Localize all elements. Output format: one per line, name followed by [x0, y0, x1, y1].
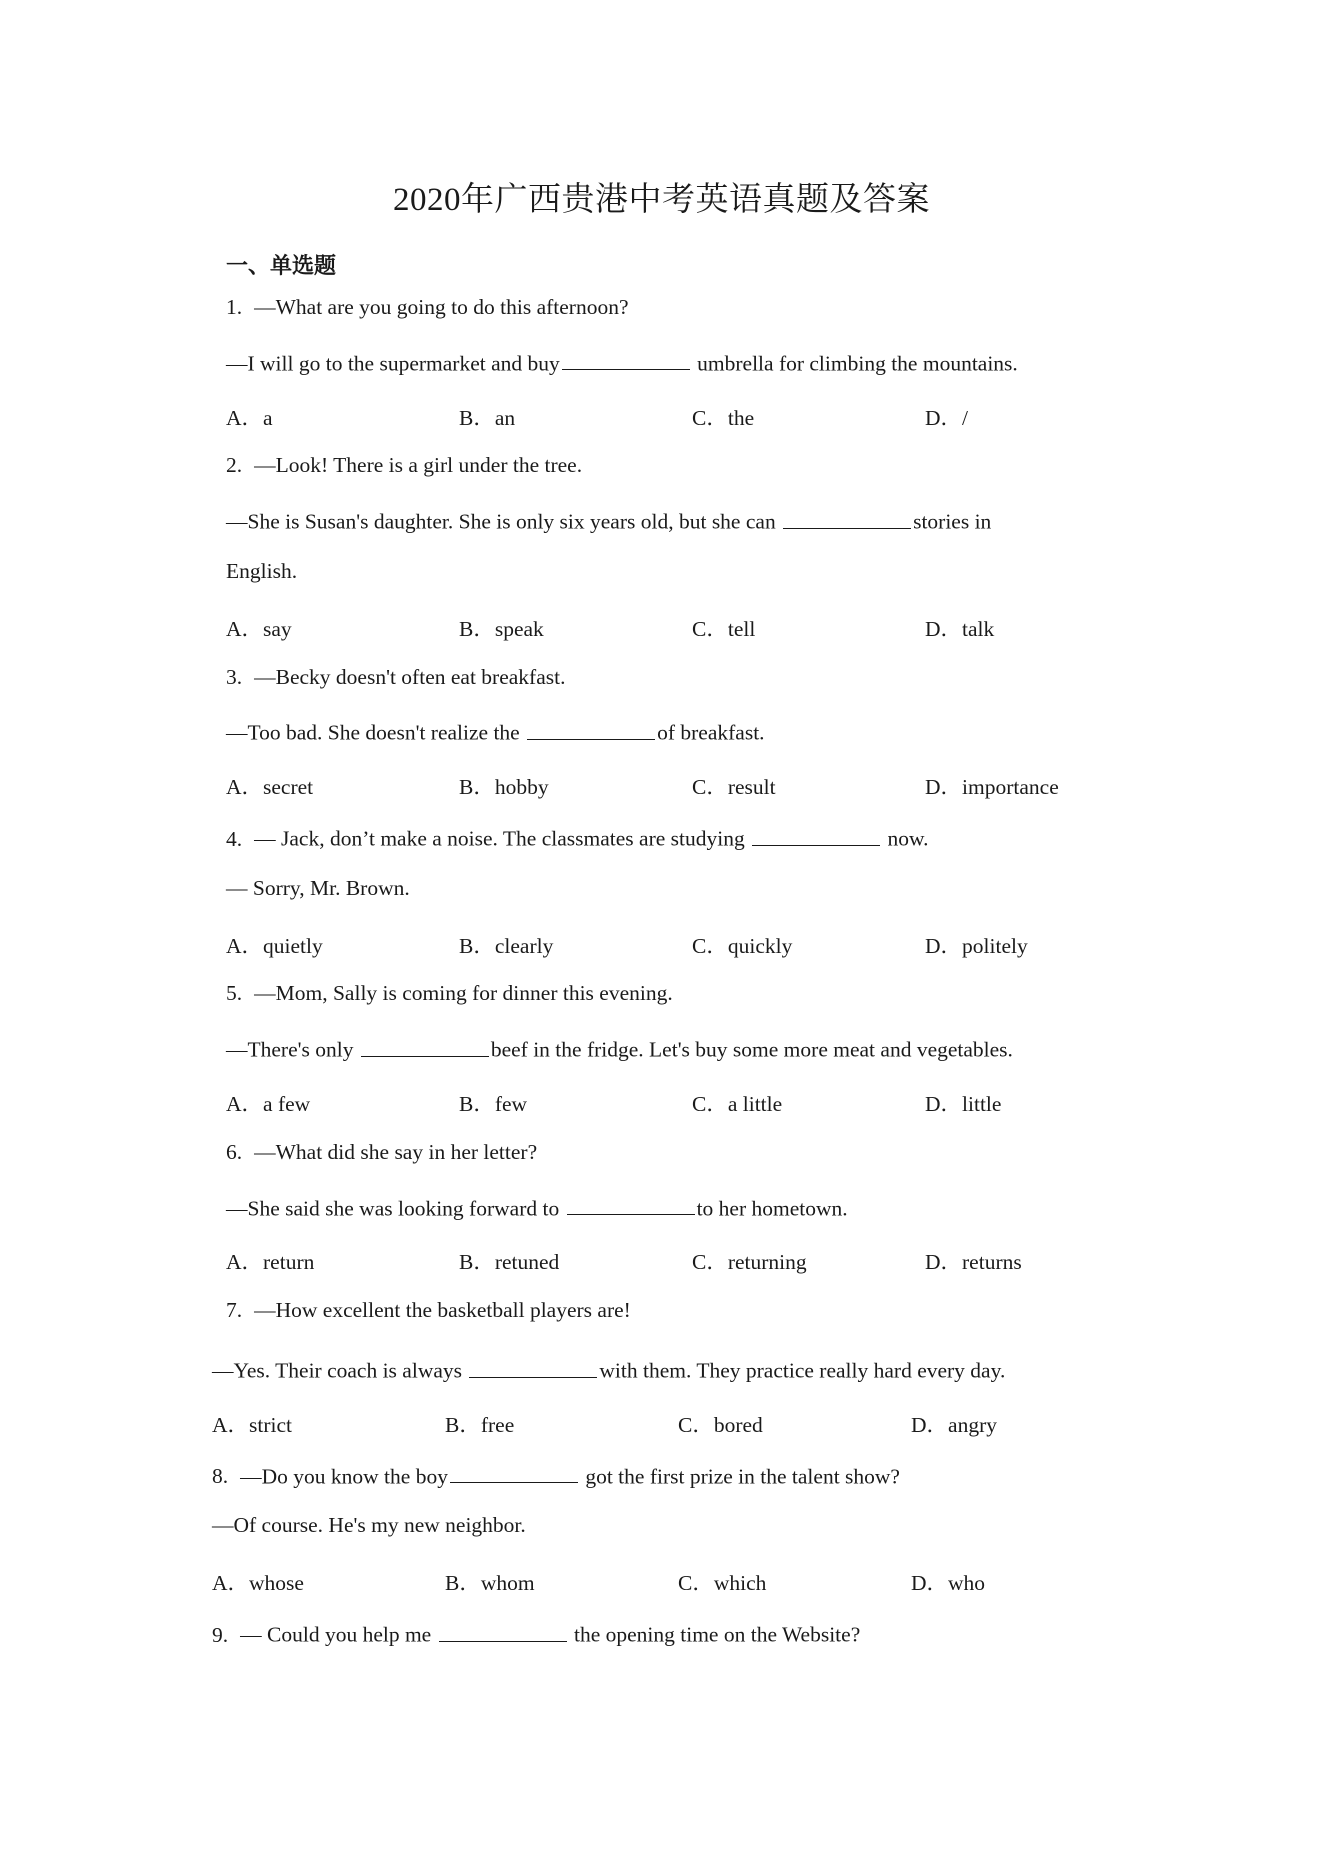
question-text: —How excellent the basketball players are! — [254, 1298, 631, 1323]
question-text: with them. They practice really hard every day. — [599, 1358, 1006, 1383]
question-text: — Could you help me — [240, 1622, 437, 1647]
question-text: —Look! There is a girl under the tree. — [254, 453, 583, 478]
option-b: B．retuned — [459, 1250, 560, 1275]
option-a: A．say — [226, 616, 292, 641]
question-stem — [226, 981, 673, 1006]
question-text: —What did she say in her letter? — [254, 1139, 538, 1164]
question-stem — [226, 1298, 631, 1323]
answer-blank — [450, 1461, 578, 1484]
question-stem — [226, 1140, 537, 1165]
dialogue-line — [212, 1513, 526, 1538]
question-text: the opening time on the Website? — [568, 1622, 861, 1647]
question-stem — [212, 1461, 900, 1490]
question-text: stories in — [913, 509, 992, 534]
option-d: D．angry — [911, 1412, 997, 1437]
dialogue-line — [226, 876, 410, 901]
answer-blank — [361, 1034, 489, 1057]
option-d: D．who — [911, 1571, 986, 1596]
question-number: 4. — [226, 826, 243, 851]
option-a: A．whose — [212, 1571, 304, 1596]
question-number: 3. — [226, 664, 243, 689]
question-number: 1. — [226, 295, 243, 319]
question-number: 5. — [226, 981, 243, 1006]
question-number: 6. — [226, 1139, 243, 1164]
question-text: — Sorry, Mr. Brown. — [226, 875, 410, 900]
answer-blank — [439, 1619, 567, 1642]
question-text: of breakfast. — [657, 720, 765, 745]
option-a: A．return — [226, 1250, 315, 1275]
answer-blank — [527, 717, 655, 740]
option-c: C．a little — [692, 1092, 783, 1116]
option-d: D．politely — [925, 933, 1028, 958]
document-title: 2020年广西贵港中考英语真题及答案 — [393, 182, 930, 218]
option-c: C．bored — [678, 1412, 763, 1437]
question-text: —Yes. Their coach is always — [212, 1358, 468, 1383]
answer-blank — [783, 506, 911, 529]
option-a: A．quietly — [226, 933, 323, 958]
option-a: A．a few — [226, 1092, 311, 1116]
question-text: to her hometown. — [696, 1196, 848, 1221]
question-number: 2. — [226, 453, 243, 478]
question-text: —Do you know the boy — [240, 1464, 448, 1489]
option-b: B．an — [459, 405, 516, 430]
option-c: C．the — [692, 405, 755, 430]
question-text: — Jack, don’t make a noise. The classmates are studying — [254, 826, 751, 851]
dialogue-line — [226, 559, 297, 584]
dialogue-line — [226, 348, 1018, 377]
dialogue-line — [226, 1193, 848, 1222]
question-text: —She said she was looking forward to — [226, 1196, 565, 1221]
answer-blank — [567, 1193, 695, 1216]
question-text: umbrella for climbing the mountains. — [691, 351, 1018, 376]
option-d: D．/ — [925, 405, 969, 430]
option-b: B．whom — [445, 1571, 535, 1596]
question-text: —Of course. He's my new neighbor. — [212, 1513, 526, 1538]
option-a: A．secret — [226, 775, 314, 800]
option-b: B．free — [445, 1412, 515, 1437]
question-stem — [226, 295, 629, 320]
option-b: B．few — [459, 1092, 528, 1116]
option-c: C．returning — [692, 1250, 807, 1275]
question-text: now. — [882, 826, 929, 851]
option-c: C．quickly — [692, 933, 793, 958]
option-b: B．clearly — [459, 933, 554, 958]
question-text: English. — [226, 559, 298, 583]
question-number: 9. — [212, 1622, 229, 1647]
question-number: 8. — [212, 1464, 229, 1489]
dialogue-line — [226, 1034, 1013, 1063]
option-b: B．speak — [459, 616, 544, 641]
question-stem — [226, 665, 565, 690]
option-c: C．result — [692, 775, 776, 800]
option-d: D．talk — [925, 616, 995, 641]
option-c: C．which — [678, 1571, 767, 1596]
option-d: D．importance — [925, 775, 1059, 800]
question-text: —Too bad. She doesn't realize the — [226, 720, 526, 745]
option-d: D．returns — [925, 1250, 1022, 1275]
dialogue-line — [226, 506, 991, 535]
dialogue-line — [226, 717, 765, 746]
question-number: 7. — [226, 1298, 243, 1323]
question-text: beef in the fridge. Let's buy some more meat and vegetables. — [490, 1037, 1013, 1062]
question-stem — [212, 1619, 860, 1648]
question-stem — [226, 453, 582, 478]
question-text: —What are you going to do this afternoon? — [254, 295, 629, 319]
section-heading: 一、单选题 — [226, 253, 337, 278]
question-text: —There's only — [226, 1037, 359, 1062]
option-b: B．hobby — [459, 775, 549, 800]
question-stem — [226, 823, 929, 852]
question-text: —I will go to the supermarket and buy — [226, 351, 560, 376]
answer-blank — [562, 348, 690, 371]
option-c: C．tell — [692, 616, 756, 641]
option-a: A．a — [226, 405, 273, 430]
option-d: D．little — [925, 1092, 1002, 1116]
answer-blank — [469, 1355, 597, 1378]
question-text: got the first prize in the talent show? — [579, 1464, 900, 1489]
answer-blank — [752, 823, 880, 846]
question-text: —She is Susan's daughter. She is only six years old, but she can — [226, 509, 782, 534]
question-text: —Becky doesn't often eat breakfast. — [254, 664, 566, 689]
option-a: A．strict — [212, 1412, 293, 1437]
dialogue-line — [212, 1355, 1005, 1384]
question-text: —Mom, Sally is coming for dinner this evening. — [254, 981, 673, 1006]
